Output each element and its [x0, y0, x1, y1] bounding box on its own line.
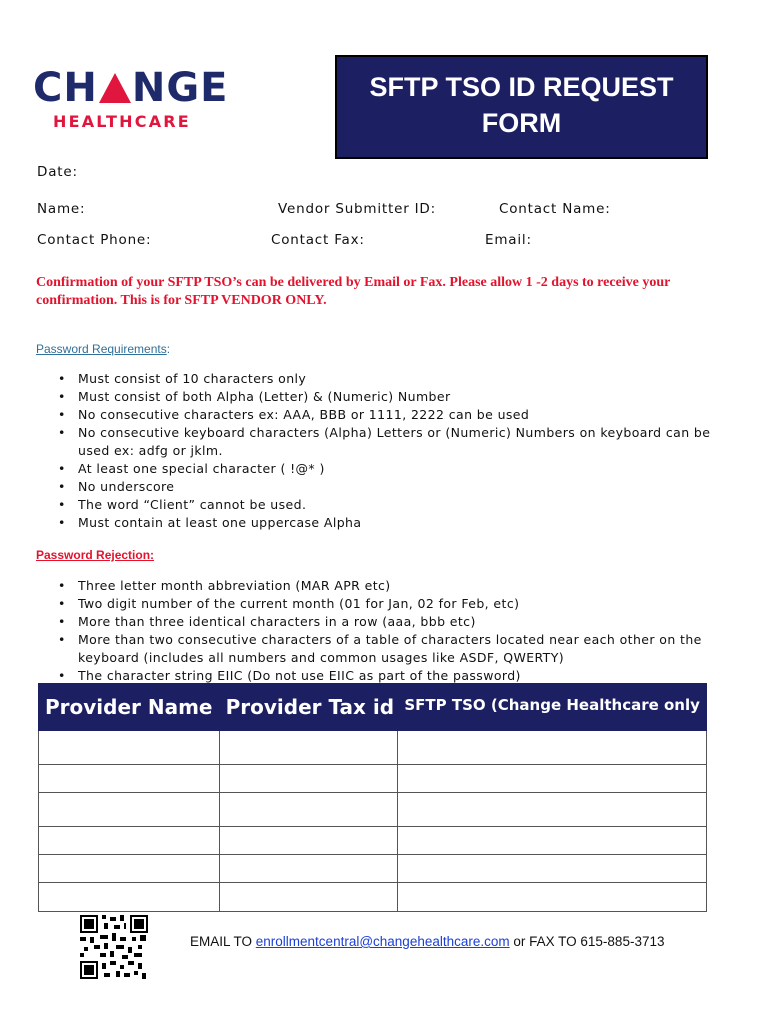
provider-tax-id-cell[interactable]	[219, 731, 398, 765]
table-header-row	[39, 684, 707, 731]
qr-code-icon	[80, 915, 148, 979]
provider-name-cell[interactable]	[39, 883, 220, 912]
sftp-tso-cell[interactable]	[398, 765, 707, 793]
sftp-tso-cell[interactable]	[398, 731, 707, 765]
change-healthcare-logo	[33, 65, 229, 131]
confirmation-notice: Confirmation of your SFTP TSO’s can be delivered by Email or Fax. Please allow 1 -2 days to receive your confirmation. This is for SFTP VENDOR ONLY.	[36, 275, 671, 308]
list-item: • No consecutive keyboard characters (Alpha) Letters or (Numeric) Numbers on keyboard can be used ex: adfg or jklm.	[58, 424, 718, 460]
sftp-tso-cell[interactable]	[398, 827, 707, 855]
password-rejection-list	[58, 577, 718, 685]
table-row	[39, 765, 707, 793]
sftp-tso-cell[interactable]	[398, 855, 707, 883]
provider-tax-id-cell[interactable]	[219, 765, 398, 793]
provider-name-cell[interactable]	[39, 793, 220, 827]
table-row	[39, 883, 707, 912]
sftp-tso-cell[interactable]	[398, 793, 707, 827]
list-item: • Must consist of both Alpha (Letter) & (Numeric) Number	[58, 388, 718, 406]
list-item: • No consecutive characters ex: AAA, BBB or 1111, 2222 can be used	[58, 406, 718, 424]
provider-tax-id-cell[interactable]	[219, 855, 398, 883]
logo-triangle-icon	[99, 73, 131, 103]
provider-tax-id-header: Provider Tax id	[219, 684, 398, 731]
sftp-tso-header: SFTP TSO (Change Healthcare only	[398, 684, 707, 731]
provider-tax-id-cell[interactable]	[219, 793, 398, 827]
provider-tax-id-cell[interactable]	[219, 883, 398, 912]
provider-name-cell[interactable]	[39, 855, 220, 883]
password-rejection-heading: Password Rejection:	[36, 548, 155, 562]
fax-number: 615-885-3713	[580, 934, 665, 949]
list-item: • No underscore	[58, 478, 718, 496]
list-item: • Two digit number of the current month (01 for Jan, 02 for Feb, etc)	[58, 595, 718, 613]
list-item: • At least one special character ( !@* )	[58, 460, 718, 478]
list-item: • More than two consecutive characters of a table of characters located near each other on the keyboard (includes all numbers and common usages like ASDF, QWERTY)	[58, 631, 718, 667]
list-item: • More than three identical characters in a row (aaa, bbb etc)	[58, 613, 718, 631]
list-item: • Three letter month abbreviation (MAR APR etc)	[58, 577, 718, 595]
contact-fax-label: Contact Fax:	[271, 232, 365, 248]
form-title-line2: FORM	[481, 108, 562, 138]
provider-name-cell[interactable]	[39, 765, 220, 793]
form-title	[335, 55, 708, 159]
provider-name-header: Provider Name	[39, 684, 220, 731]
list-item: • Must consist of 10 characters only	[58, 370, 718, 388]
name-label: Name:	[37, 201, 86, 217]
provider-name-cell[interactable]	[39, 731, 220, 765]
password-requirements-list	[58, 370, 718, 532]
email-link[interactable]: enrollmentcentral@changehealthcare.com	[255, 934, 510, 949]
contact-phone-label: Contact Phone:	[37, 232, 152, 248]
date-label: Date:	[37, 164, 78, 180]
provider-table	[38, 683, 707, 912]
table-row	[39, 793, 707, 827]
table-row	[39, 731, 707, 765]
password-requirements-heading: Password Requirements:	[36, 342, 171, 356]
table-row	[39, 855, 707, 883]
provider-tax-id-cell[interactable]	[219, 827, 398, 855]
list-item: • Must contain at least one uppercase Alpha	[58, 514, 718, 532]
logo-wordmark: CH NGE	[33, 65, 229, 111]
sftp-tso-cell[interactable]	[398, 883, 707, 912]
footer-contact: EMAIL TO enrollmentcentral@changehealthcare.com or FAX TO 615-885-3713	[190, 934, 665, 949]
list-item: • The character string EIIC (Do not use EIIC as part of the password)	[58, 667, 718, 685]
contact-name-label: Contact Name:	[499, 201, 611, 217]
form-title-line1: SFTP TSO ID REQUEST	[369, 72, 674, 102]
provider-name-cell[interactable]	[39, 827, 220, 855]
email-label: Email:	[485, 232, 532, 248]
list-item: • The word “Client” cannot be used.	[58, 496, 718, 514]
table-row	[39, 827, 707, 855]
vendor-submitter-id-label: Vendor Submitter ID:	[278, 201, 436, 217]
logo-subtext: HEALTHCARE	[53, 112, 191, 131]
